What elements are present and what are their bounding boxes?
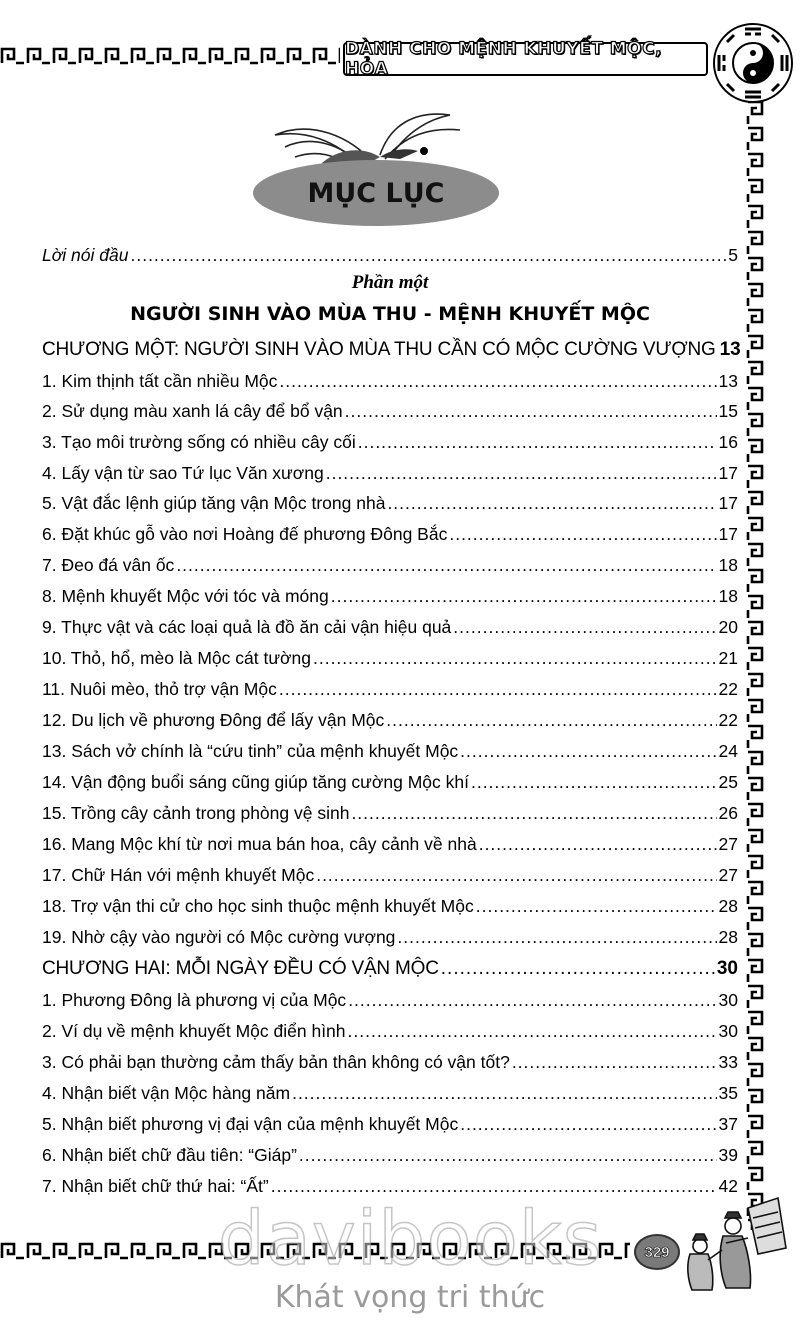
dot-leader	[460, 736, 716, 766]
dot-leader	[299, 1140, 717, 1170]
toc-item-label: 1. Kim thịnh tất cần nhiều Mộc	[42, 371, 278, 391]
chapter-label: CHƯƠNG MỘT: NGƯỜI SINH VÀO MÙA THU CẦN CÓ MỘC CƯỜNG VƯỢNG	[42, 339, 716, 360]
greek-key-border-right	[744, 100, 766, 1230]
toc-item-page: 20	[718, 617, 738, 637]
toc-item-page: 30	[718, 990, 738, 1010]
toc-item-page: 15	[718, 401, 738, 421]
toc-item[interactable]	[42, 767, 738, 797]
toc-item[interactable]	[42, 519, 738, 549]
toc-item[interactable]	[42, 922, 738, 952]
toc-item-page: 24	[718, 741, 738, 761]
toc-item-label: 5. Vật đắc lệnh giúp tăng vận Mộc trong nhà	[42, 493, 386, 513]
dot-leader	[387, 488, 716, 518]
toc-item-label: 6. Nhận biết chữ đầu tiên: “Giáp”	[42, 1145, 297, 1165]
toc-item-page: 25	[718, 772, 738, 792]
dot-leader	[351, 798, 716, 828]
dot-leader	[476, 891, 717, 921]
dot-leader	[441, 954, 715, 984]
dot-leader	[331, 581, 717, 611]
toc-item-label: 8. Mệnh khuyết Mộc với tóc và móng	[42, 586, 329, 606]
toc-item[interactable]	[42, 1109, 738, 1139]
toc-item-page: 13	[718, 371, 738, 391]
part-title: NGƯỜI SINH VÀO MÙA THU - MỆNH KHUYẾT MỘC	[130, 303, 650, 325]
toc-item-page: 22	[718, 710, 738, 730]
toc-item[interactable]	[42, 705, 738, 735]
toc-item[interactable]	[42, 396, 738, 426]
dot-leader	[453, 612, 716, 642]
dot-leader	[397, 922, 716, 952]
toc-item[interactable]	[42, 798, 738, 828]
toc-item-label: 2. Ví dụ về mệnh khuyết Mộc điển hình	[42, 1021, 346, 1041]
toc-item-label: 3. Tạo môi trường sống có nhiều cây cối	[42, 432, 356, 452]
toc-item-label: 12. Du lịch về phương Đông để lấy vận Mộc	[42, 710, 385, 730]
toc-item-label: 3. Có phải bạn thường cảm thấy bản thân không có vận tốt?	[42, 1052, 510, 1072]
toc-item-label: 1. Phương Đông là phương vị của Mộc	[42, 990, 347, 1010]
dot-leader	[326, 458, 717, 488]
toc-item-page: 37	[718, 1114, 738, 1134]
toc-item[interactable]	[42, 860, 738, 890]
toc-item-label: 19. Nhờ cậy vào người có Mộc cường vượng	[42, 927, 396, 947]
dot-leader	[479, 829, 717, 859]
toc-item[interactable]	[42, 891, 738, 921]
toc-item-page: 16	[718, 432, 738, 452]
toc-item[interactable]	[42, 612, 738, 642]
toc-item-page: 18	[718, 555, 738, 575]
toc-item[interactable]	[42, 829, 738, 859]
toc-item-page: 28	[718, 927, 738, 947]
toc-item[interactable]	[42, 985, 738, 1015]
toc-item-page: 27	[718, 834, 738, 854]
toc-item-label: 11. Nuôi mèo, thỏ trợ vận Mộc	[42, 679, 277, 699]
toc-item-label: 13. Sách vở chính là “cứu tinh” của mệnh khuyết Mộc	[42, 741, 459, 761]
header-banner-text: DÀNH CHO MỆNH KHUYẾT MỘC, HỎA	[345, 39, 663, 79]
toc-item-page: 21	[718, 648, 738, 668]
toc-item-page: 35	[718, 1083, 738, 1103]
toc-item-label: 15. Trồng cây cảnh trong phòng vệ sinh	[42, 803, 350, 823]
toc-item-page: 33	[718, 1052, 738, 1072]
toc-item[interactable]	[42, 643, 738, 673]
toc-item-label: 17. Chữ Hán với mệnh khuyết Mộc	[42, 865, 315, 885]
dot-leader	[471, 767, 717, 797]
toc-item-label: Lời nói đầu	[42, 245, 129, 265]
toc-item-page: 39	[718, 1145, 738, 1165]
header-banner	[343, 39, 708, 79]
toc-item[interactable]	[42, 581, 738, 611]
dot-leader	[130, 240, 726, 270]
toc-item[interactable]	[42, 1016, 738, 1046]
watermark-brand: davibooks	[217, 1196, 603, 1282]
chapter-label: CHƯƠNG HAI: MỖI NGÀY ĐỀU CÓ VẬN MỘC	[42, 958, 439, 979]
dot-leader	[512, 1047, 717, 1077]
dot-leader	[345, 396, 717, 426]
toc-item-label: 5. Nhận biết phương vị đại vận của mệnh khuyết Mộc	[42, 1114, 459, 1134]
toc-chapter-1[interactable]	[42, 335, 741, 365]
toc-item[interactable]	[42, 366, 738, 396]
toc-item-label: 2. Sử dụng màu xanh lá cây để bổ vận	[42, 401, 343, 421]
scholars-illustration	[678, 1188, 793, 1293]
dot-leader	[460, 1109, 716, 1139]
page-number-badge: 329	[634, 1234, 680, 1270]
toc-item[interactable]	[42, 1047, 738, 1077]
toc-item[interactable]	[42, 427, 738, 457]
toc-item-label: 16. Mang Mộc khí từ nơi mua bán hoa, cây cảnh về nhà	[42, 834, 477, 854]
dot-leader	[358, 427, 717, 457]
toc-item-page: 17	[718, 524, 738, 544]
toc-item-page: 22	[718, 679, 738, 699]
toc-item-label: 14. Vận động buổi sáng cũng giúp tăng cường Mộc khí	[42, 772, 469, 792]
toc-item-label: 9. Thực vật và các loại quả là đồ ăn cải vận hiệu quả	[42, 617, 452, 637]
toc-item[interactable]	[42, 458, 738, 488]
part-label: Phần một	[351, 272, 429, 293]
dot-leader	[313, 643, 717, 673]
dot-leader	[279, 366, 716, 396]
toc-item-page: 17	[718, 463, 738, 483]
toc-item-label: 10. Thỏ, hổ, mèo là Mộc cát tường	[42, 648, 311, 668]
toc-item-page: 5	[728, 245, 738, 265]
dot-leader	[348, 985, 716, 1015]
toc-item-page: 27	[718, 865, 738, 885]
chapter-page: 30	[716, 958, 738, 979]
chapter-page: 13	[719, 339, 741, 360]
yin-yang-bagua-icon	[712, 22, 794, 104]
dot-leader	[348, 1016, 717, 1046]
dot-leader	[316, 860, 716, 890]
dot-leader	[292, 1078, 716, 1108]
toc-item-label: 4. Nhận biết vận Mộc hàng năm	[42, 1083, 291, 1103]
toc-preface[interactable]	[42, 240, 738, 270]
dot-leader	[279, 674, 717, 704]
toc-item-label: 6. Đặt khúc gỗ vào nơi Hoàng đế phương Đông Bắc	[42, 524, 448, 544]
watermark-tagline: Khát vọng tri thức	[274, 1280, 546, 1315]
dot-leader	[449, 519, 716, 549]
toc-item[interactable]	[42, 1140, 738, 1170]
toc-item[interactable]	[42, 550, 738, 580]
toc-item-page: 42	[718, 1176, 738, 1196]
greek-key-border-top	[0, 45, 340, 67]
toc-chapter-2[interactable]	[42, 954, 738, 984]
toc-item-page: 18	[718, 586, 738, 606]
toc-item[interactable]	[42, 674, 738, 704]
toc-item-label: 18. Trợ vận thi cử cho học sinh thuộc mệnh khuyết Mộc	[42, 896, 474, 916]
dot-leader	[386, 705, 716, 735]
dot-leader	[176, 550, 716, 580]
toc-item[interactable]	[42, 736, 738, 766]
toc-item-page: 30	[718, 1021, 738, 1041]
toc-item-page: 26	[718, 803, 738, 823]
toc-item-label: 7. Đeo đá vân ốc	[42, 555, 175, 575]
toc-item-page: 17	[718, 493, 738, 513]
toc-item-label: 4. Lấy vận từ sao Tứ lục Văn xương	[42, 463, 324, 483]
toc-item-page: 28	[718, 896, 738, 916]
page-title: MỤC LỤC	[307, 177, 445, 209]
toc-item[interactable]	[42, 488, 738, 518]
toc-item[interactable]	[42, 1078, 738, 1108]
toc-item-label: 7. Nhận biết chữ thứ hai: “Ất”	[42, 1176, 269, 1196]
